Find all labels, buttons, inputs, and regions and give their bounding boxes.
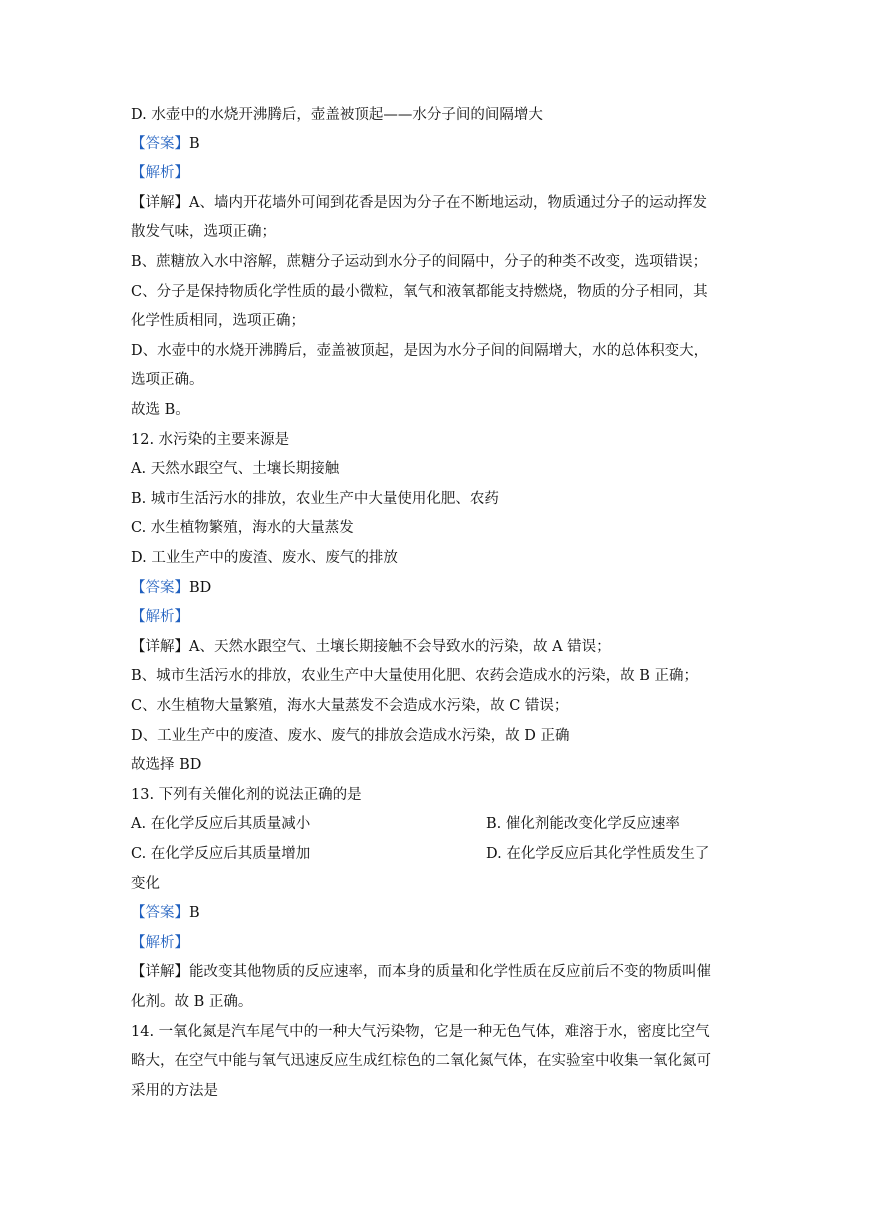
q11-detail-line: 散发气味，选项正确； <box>131 224 276 240</box>
q11-detail-line: C、分子是保持物质化学性质的最小微粒，氧气和液氧都能支持燃烧，物质的分子相同，其 <box>131 284 708 300</box>
q13-answer: 【答案】B <box>131 905 200 921</box>
q13-analysis-label: 【解析】 <box>131 935 189 951</box>
q11-analysis-label: 【解析】 <box>131 165 189 181</box>
q11-detail-line: D、水壶中的水烧开沸腾后，壶盖被顶起，是因为水分子间的间隔增大，水的总体积变大， <box>131 343 709 359</box>
q11-detail-line: 选项正确。 <box>131 372 204 388</box>
q12-detail-line: B、城市生活污水的排放，农业生产中大量使用化肥、农药会造成水的污染，故 B 正确； <box>131 668 699 684</box>
q11-detail-line: B、蔗糖放入水中溶解，蔗糖分子运动到水分子的间隔中，分子的种类不改变，选项错误； <box>131 254 708 270</box>
q12-conclusion: 故选择 BD <box>131 757 202 773</box>
q13-option-a: A. 在化学反应后其质量减小 <box>131 816 311 832</box>
q13-option-c: C. 在化学反应后其质量增加 <box>131 846 311 862</box>
q13-stem: 13. 下列有关催化剂的说法正确的是 <box>131 787 362 803</box>
q12-option-d: D. 工业生产中的废渣、废水、废气的排放 <box>131 550 398 566</box>
q12-answer: 【答案】BD <box>131 580 212 596</box>
q12-detail-line: C、水生植物大量繁殖，海水大量蒸发不会造成水污染，故 C 错误； <box>131 698 569 714</box>
q12-detail: 【详解】A、天然水跟空气、土壤长期接触不会导致水的污染，故 A 错误； <box>131 639 611 655</box>
q11-option-d: D. 水壶中的水烧开沸腾后，壶盖被顶起——水分子间的间隔增大 <box>131 107 543 123</box>
q11-conclusion: 故选 B。 <box>131 402 190 418</box>
q14-stem-line: 略大，在空气中能与氧气迅速反应生成红棕色的二氧化氮气体，在实验室中收集一氧化氮可 <box>131 1053 711 1069</box>
q13-detail-line: 化剂。故 B 正确。 <box>131 994 253 1010</box>
q13-option-b: B. 催化剂能改变化学反应速率 <box>486 816 680 832</box>
q13-option-d-wrap: 变化 <box>131 876 160 892</box>
q13-detail: 【详解】能改变其他物质的反应速率，而本身的质量和化学性质在反应前后不变的物质叫催 <box>131 964 711 980</box>
q12-detail-line: D、工业生产中的废渣、废水、废气的排放会造成水污染，故 D 正确 <box>131 728 570 744</box>
q11-detail: 【详解】A、墙内开花墙外可闻到花香是因为分子在不断地运动，物质通过分子的运动挥发 <box>131 195 707 211</box>
q12-option-c: C. 水生植物繁殖，海水的大量蒸发 <box>131 520 354 536</box>
q11-detail-line: 化学性质相同，选项正确； <box>131 313 305 329</box>
q14-stem-line: 采用的方法是 <box>131 1083 218 1099</box>
q12-option-b: B. 城市生活污水的排放，农业生产中大量使用化肥、农药 <box>131 491 499 507</box>
q12-analysis-label: 【解析】 <box>131 609 189 625</box>
q11-answer: 【答案】B <box>131 136 200 152</box>
q12-stem: 12. 水污染的主要来源是 <box>131 432 290 448</box>
q13-option-d: D. 在化学反应后其化学性质发生了 <box>486 846 710 862</box>
q14-stem: 14. 一氧化氮是汽车尾气中的一种大气污染物，它是一种无色气体，难溶于水，密度比空气 <box>131 1024 710 1040</box>
q12-option-a: A. 天然水跟空气、土壤长期接触 <box>131 461 340 477</box>
